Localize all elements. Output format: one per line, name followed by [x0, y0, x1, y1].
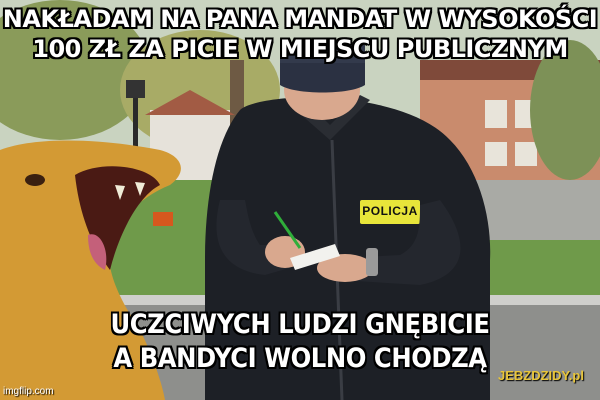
top-caption-line: 100 ZŁ ZA PICIE W MIEJSCU PUBLICZNYM — [32, 35, 568, 63]
bottom-caption-line: A BANDYCI WOLNO CHODZĄ — [113, 343, 487, 374]
trash-bin — [153, 212, 173, 226]
building-window — [485, 100, 507, 128]
dog-eye — [25, 174, 45, 186]
bottom-caption-line: UCZCIWYCH LUDZI GNĘBICIE — [110, 309, 490, 340]
imgflip-watermark: imgflip.com — [3, 386, 54, 397]
site-watermark: JEBZDZIDY.pl — [498, 368, 584, 383]
top-caption — [0, 4, 600, 64]
top-caption-line: NAKŁADAM NA PANA MANDAT W WYSOKOŚCI — [2, 5, 598, 33]
building-window — [515, 142, 537, 166]
wristwatch — [366, 248, 378, 276]
bottom-caption — [30, 308, 570, 376]
lamp-head — [126, 80, 145, 98]
police-badge-label: POLICJA — [362, 204, 418, 218]
building-window — [485, 142, 507, 166]
